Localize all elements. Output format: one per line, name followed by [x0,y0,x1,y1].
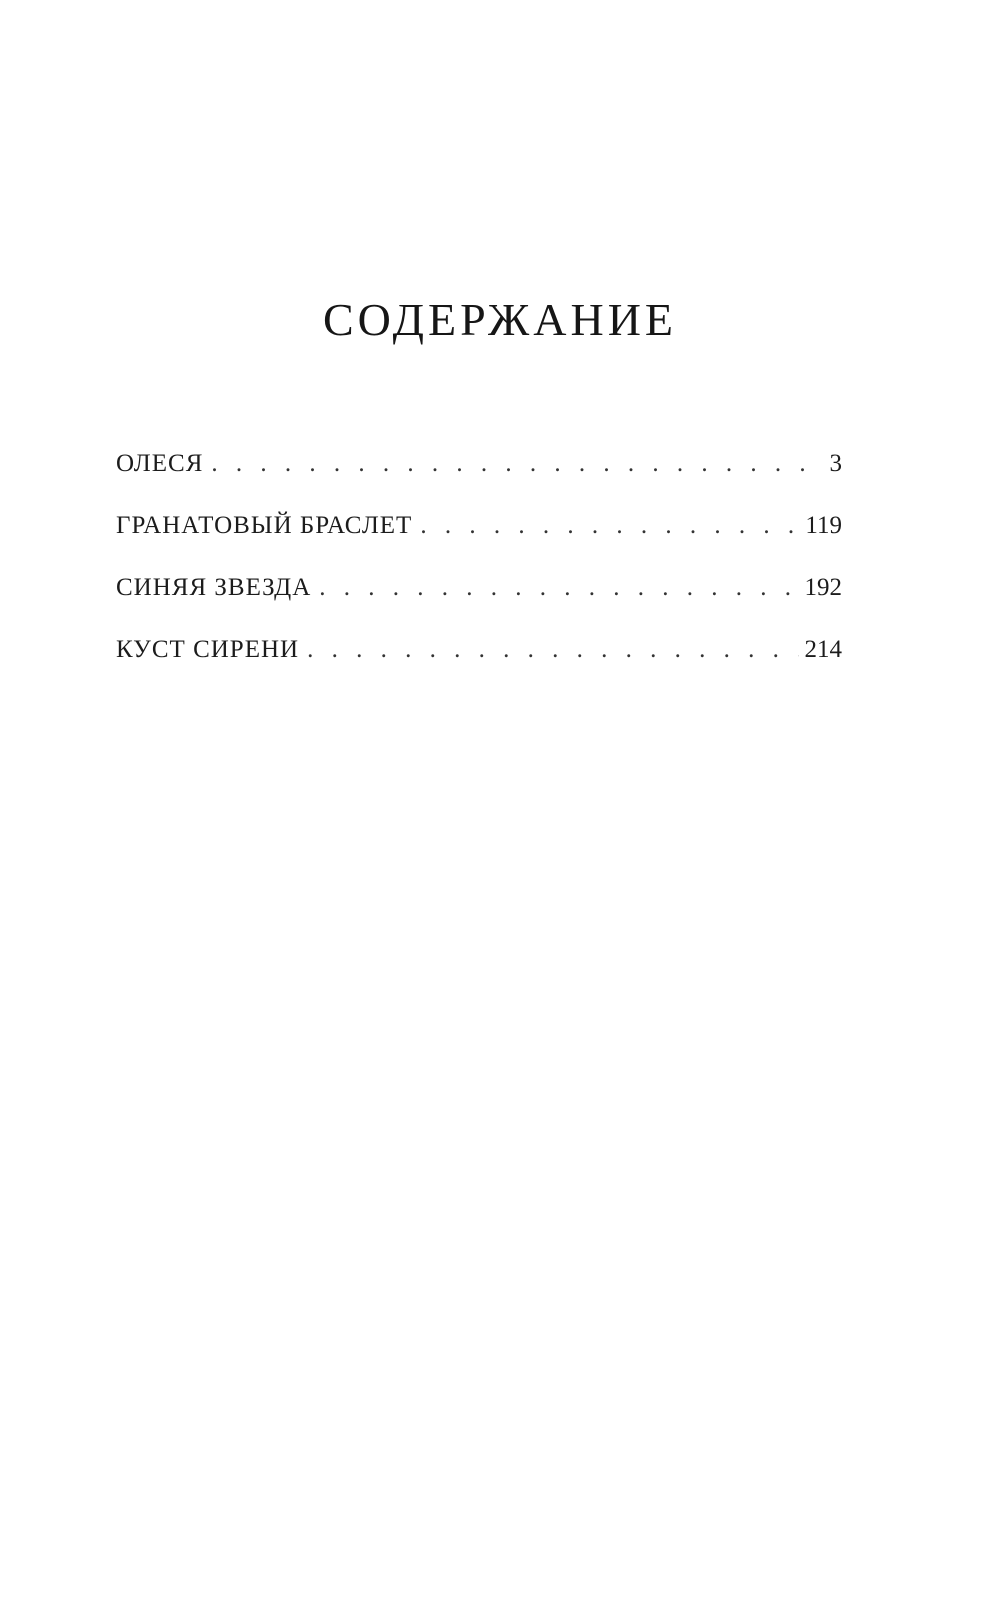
dot-leader [307,630,798,670]
toc-entry-page-number: 192 [804,574,842,601]
page-title: СОДЕРЖАНИЕ [322,294,678,345]
toc-entry-page-number: 3 [829,450,842,477]
table-of-contents [116,444,842,692]
toc-entry-page-number: 119 [805,512,842,539]
toc-entry [116,630,842,692]
toc-entry-title: КУСТ СИРЕНИ [116,636,300,663]
toc-entry-title: СИНЯЯ ЗВЕЗДА [116,574,312,601]
toc-entry-title: ОЛЕСЯ [116,450,204,477]
toc-entry-title: ГРАНАТОВЫЙ БРАСЛЕТ [116,512,413,539]
dot-leader [211,444,816,484]
toc-entry [116,506,842,568]
toc-entry-page-number: 214 [804,636,842,663]
toc-entry [116,444,842,506]
toc-entry [116,568,842,630]
dot-leader [420,506,799,546]
dot-leader [319,568,798,608]
